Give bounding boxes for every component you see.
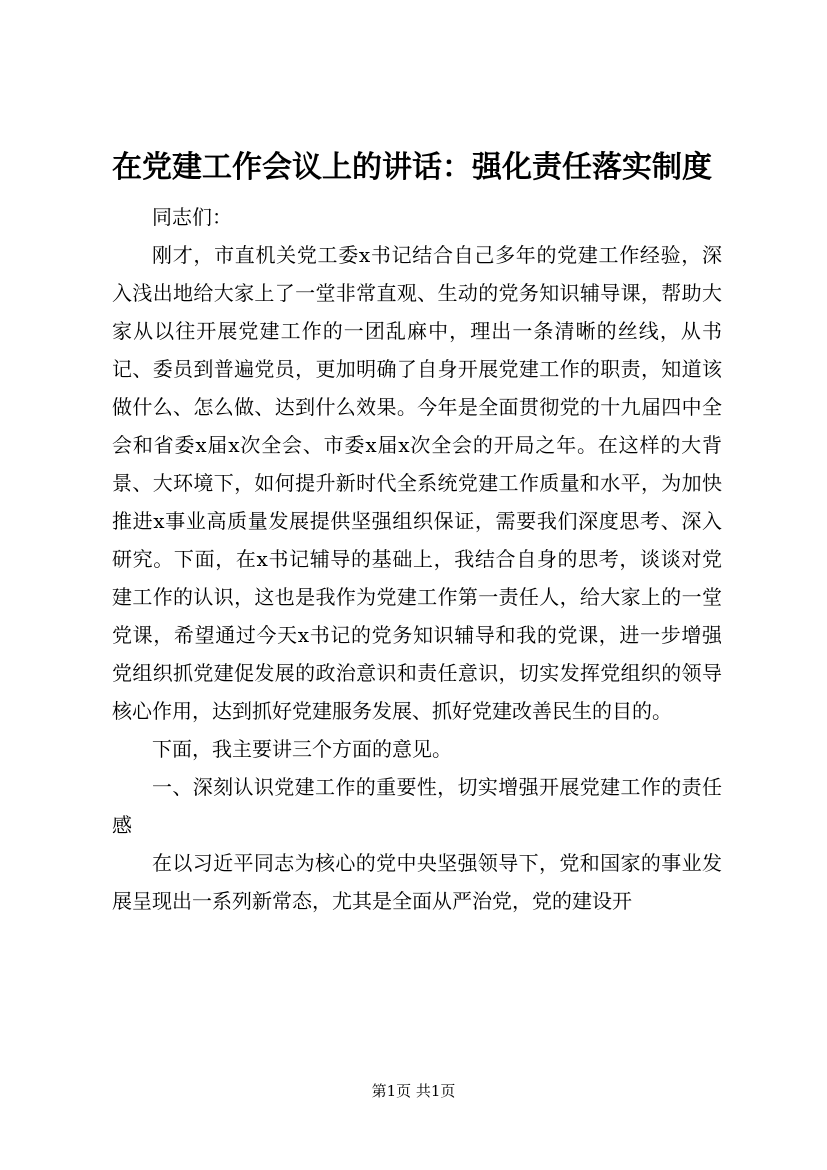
document-title: 在党建工作会议上的讲话：强化责任落实制度 (112, 150, 712, 185)
document-body (112, 198, 722, 920)
section-heading-1: 一、深刻认识党建工作的重要性，切实增强开展党建工作的责任感 (112, 775, 722, 837)
greeting-paragraph: 同志们： (152, 205, 232, 229)
body-paragraph-3: 在以习近平同志为核心的党中央坚强领导下，党和国家的事业发展呈现出一系列新常态，尤其是全面从严治党，党的建设开 (112, 851, 722, 913)
page-footer: 第1页 共1页 (371, 1082, 456, 1100)
body-paragraph-1: 刚才，市直机关党工委x书记结合自己多年的党建工作经验，深入浅出地给大家上了一堂非常直观、生动的党务知识辅导课，帮助大家从以往开展党建工作的一团乱麻中，理出一条清晰的丝线，从书记、委员到普遍党员，更加明确了自身开展党建工作的职责，知道该做什么、怎么做、达到什么效果。今年是全面贯彻党的十九届四中全会和省委x届x次全会、市委x届x次全会的开局之年。在这样的大背景、大环境下，如何提升新时代全系统党建工作质量和水平，为加快推进x事业高质量发展提供坚强组织保证，需要我们深度思考、深入研究。下面，在x书记辅导的基础上，我结合自身的思考，谈谈对党建工作的认识，这也是我作为党建工作第一责任人，给大家上的一堂党课，希望通过今天x书记的党务知识辅导和我的党课，进一步增强党组织抓党建促发展的政治意识和责任意识，切实发挥党组织的领导核心作用，达到抓好党建服务发展、抓好党建改善民生的目的。 (112, 243, 722, 723)
body-paragraph-2: 下面，我主要讲三个方面的意见。 (152, 737, 452, 761)
